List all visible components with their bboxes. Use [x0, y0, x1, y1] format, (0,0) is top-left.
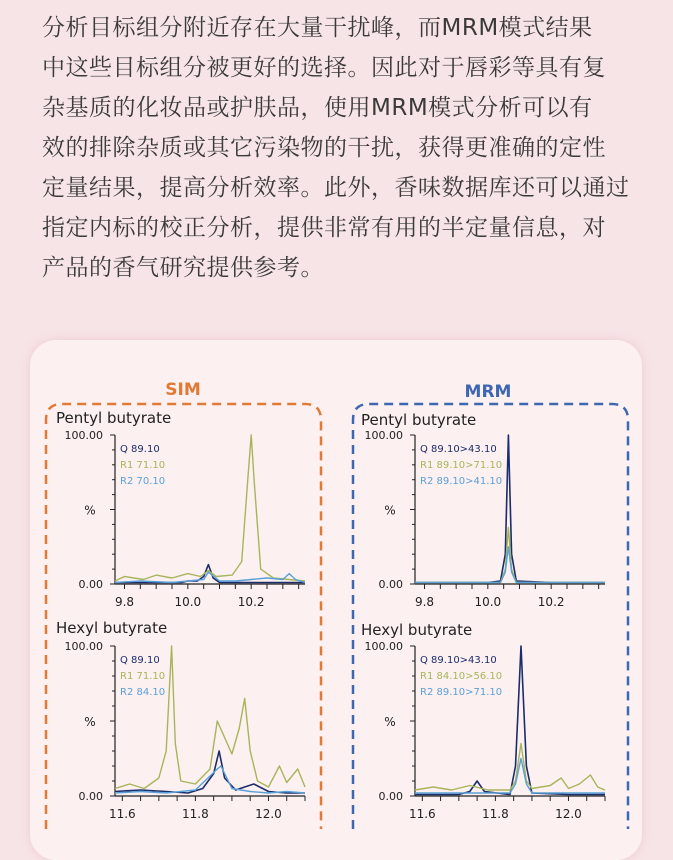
x-tick-label: 12.0: [255, 807, 282, 821]
paragraph-line: 产品的香气研究提供参考。: [42, 255, 324, 281]
paragraph-line: 中这些目标组分被更好的选择。因此对于唇彩等具有复: [42, 55, 606, 81]
series-line: [415, 646, 605, 795]
series-line: [415, 744, 605, 791]
legend-entry: R1 84.10>56.10: [420, 671, 503, 682]
legend-entry: Q 89.10: [120, 655, 160, 666]
y-tick-label: 0.00: [78, 790, 103, 803]
mrm-label: MRM: [464, 382, 512, 402]
legend-entry: Q 89.10>43.10: [420, 655, 497, 666]
paragraph-line: 分析目标组分附近存在大量干扰峰，而MRM模式结果: [42, 15, 593, 41]
chart-title: Pentyl butyrate: [361, 411, 477, 429]
y-axis-label: %: [384, 715, 396, 729]
x-tick-label: 10.2: [237, 595, 265, 609]
legend-entry: R1 89.10>71.10: [420, 460, 503, 471]
legend-entry: R1 71.10: [120, 460, 166, 471]
series-line: [115, 646, 305, 789]
x-tick-label: 9.8: [114, 595, 135, 609]
y-tick-label: 100.00: [64, 429, 103, 442]
sim-label: SIM: [165, 380, 201, 400]
paragraph-line: 定量结果，提高分析效率。此外，香味数据库还可以通过: [42, 175, 630, 201]
chart-title: Hexyl butyrate: [361, 621, 473, 639]
y-tick-label: 0.00: [378, 790, 403, 803]
y-tick-label: 100.00: [364, 429, 403, 442]
y-tick-label: 100.00: [364, 640, 403, 653]
y-tick-label: 0.00: [78, 578, 103, 591]
chart-title: Pentyl butyrate: [56, 409, 172, 427]
series-line: [115, 572, 305, 582]
paragraph-line: 指定内标的校正分析，提供非常有用的半定量信息，对: [42, 215, 606, 241]
legend-entry: R2 70.10: [120, 476, 166, 487]
legend-entry: R2 84.10: [120, 687, 166, 698]
x-tick-label: 11.8: [482, 807, 509, 821]
x-tick-label: 11.6: [408, 807, 436, 821]
series-line: [415, 759, 605, 794]
y-axis-label: %: [84, 715, 96, 729]
x-tick-label: 11.6: [108, 807, 136, 821]
legend-entry: Q 89.10: [120, 444, 160, 455]
y-axis-label: %: [84, 503, 96, 518]
legend-entry: R2 89.10>41.10: [420, 476, 503, 487]
chart-title: Hexyl butyrate: [56, 619, 168, 637]
y-tick-label: 0.00: [378, 578, 403, 591]
y-axis-label: %: [384, 503, 396, 518]
x-tick-label: 10.0: [474, 595, 502, 609]
paragraph-line: 杂基质的化妆品或护肤品，使用MRM模式分析可以有: [42, 95, 593, 121]
x-tick-label: 12.0: [555, 807, 582, 821]
series-line: [115, 435, 305, 581]
sim-dashed-frame: [46, 404, 321, 829]
x-tick-label: 11.8: [182, 807, 209, 821]
y-tick-label: 100.00: [64, 640, 103, 653]
legend-entry: Q 89.10>43.10: [420, 444, 497, 455]
legend-entry: R1 71.10: [120, 671, 166, 682]
paragraph-line: 效的排除杂质或其它污染物的干扰，获得更准确的定性: [42, 135, 606, 161]
x-tick-label: 10.0: [174, 595, 202, 609]
legend-entry: R2 89.10>71.10: [420, 687, 503, 698]
x-tick-label: 9.8: [414, 595, 435, 609]
x-tick-label: 10.2: [537, 595, 565, 609]
